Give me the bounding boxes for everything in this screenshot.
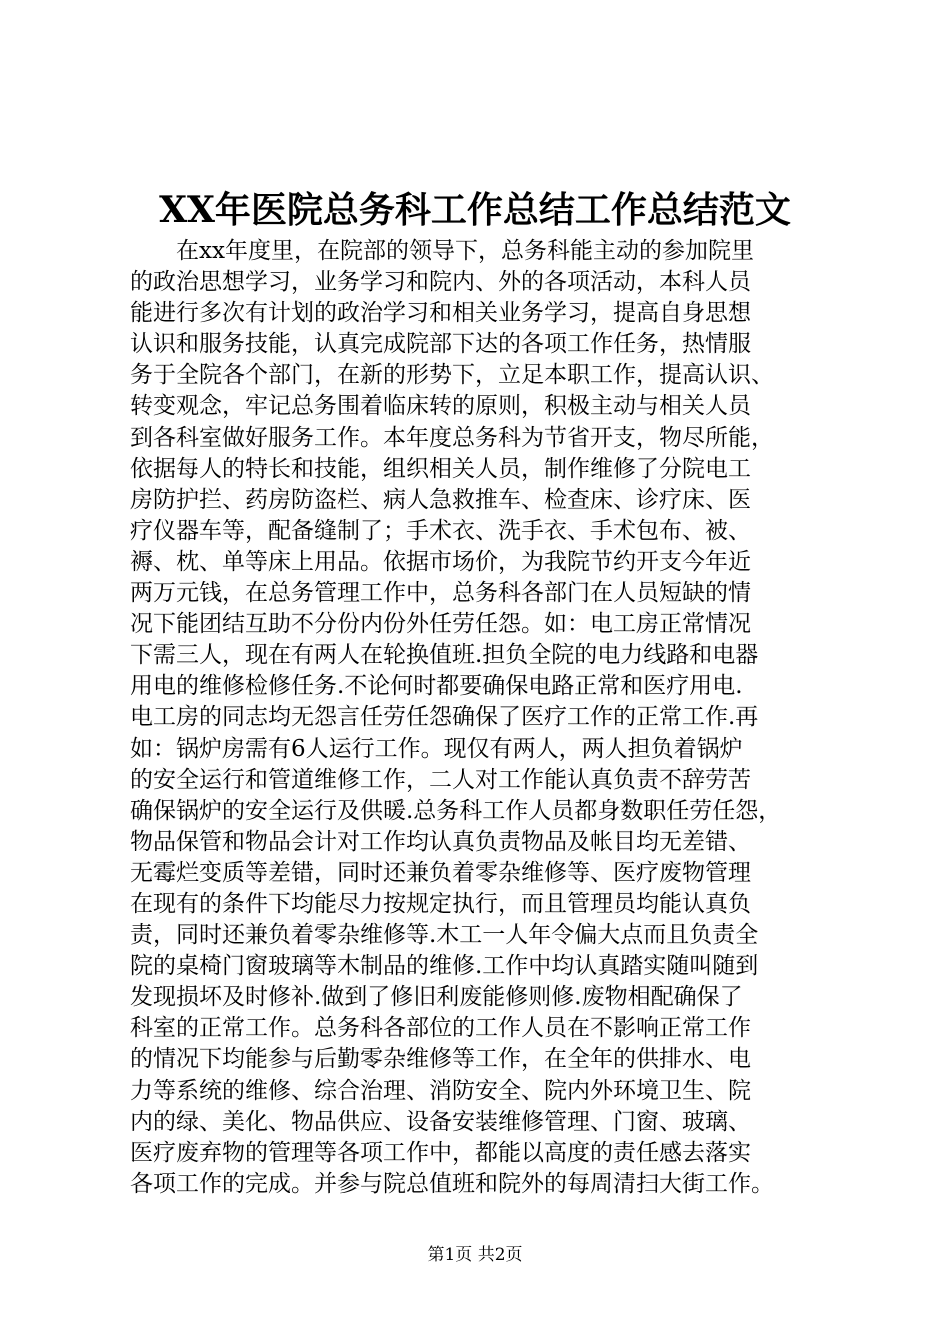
paragraph-line: 无霉烂变质等差错，同时还兼负着零杂维修等、医疗废物管理 [130, 859, 751, 886]
paragraph-line: 在现有的条件下均能尽力按规定执行，而且管理员均能认真负 [130, 890, 751, 917]
paragraph-line: 的情况下均能参与后勤零杂维修等工作，在全年的供排水、电 [130, 1046, 751, 1073]
paragraph-line: 如：锅炉房需有6人运行工作。现仅有两人，两人担负着锅炉 [130, 735, 743, 762]
paragraph-line: 褥、枕、单等床上用品。依据市场价，为我院节约开支今年近 [130, 548, 751, 575]
paragraph-line: 院的桌椅门窗玻璃等木制品的维修.工作中均认真踏实随叫随到 [130, 953, 759, 980]
paragraph-line: 况下能团结互助不分份内份外任劳任怨。如：电工房正常情况 [130, 611, 751, 638]
paragraph-line: 疗仪器车等，配备缝制了；手术衣、洗手衣、手术包布、被、 [130, 517, 751, 544]
paragraph-line: 到各科室做好服务工作。本年度总务科为节省开支，物尽所能， [130, 424, 774, 451]
paragraph-line: 能进行多次有计划的政治学习和相关业务学习，提高自身思想 [130, 300, 751, 327]
paragraph-line: 力等系统的维修、综合治理、消防安全、院内外环境卫生、院 [130, 1077, 751, 1104]
page-footer: 第1页 共2页 [427, 1245, 523, 1265]
paragraph-line: 物品保管和物品会计对工作均认真负责物品及帐目均无差错、 [130, 828, 751, 855]
paragraph-line: 转变观念，牢记总务围着临床转的原则，积极主动与相关人员 [130, 393, 751, 420]
paragraph-line: 的政治思想学习，业务学习和院内、外的各项活动，本科人员 [130, 269, 751, 296]
paragraph-line: 的安全运行和管道维修工作，二人对工作能认真负责不辞劳苦 [130, 766, 751, 793]
paragraph-line: 务于全院各个部门，在新的形势下，立足本职工作，提高认识、 [130, 362, 774, 389]
paragraph-line: 发现损坏及时修补.做到了修旧利废能修则修.废物相配确保了 [130, 984, 743, 1011]
paragraph-line: 确保锅炉的安全运行及供暖.总务科工作人员都身数职任劳任怨， [130, 797, 782, 824]
paragraph-line: 依据每人的特长和技能，组织相关人员，制作维修了分院电工 [130, 455, 751, 482]
paragraph-line: 内的绿、美化、物品供应、设备安装维修管理、门窗、玻璃、 [130, 1108, 751, 1135]
paragraph-line: 在xx年度里，在院部的领导下，总务科能主动的参加院里 [130, 238, 754, 264]
paragraph-line: 用电的维修检修任务.不论何时都要确保电路正常和医疗用电. [130, 673, 743, 700]
paragraph-line: 认识和服务技能，认真完成院部下达的各项工作任务，热情服 [130, 331, 751, 358]
paragraph-line: 房防护拦、药房防盗栏、病人急救推车、检查床、诊疗床、医 [130, 486, 751, 513]
paragraph-line: 各项工作的完成。并参与院总值班和院外的每周清扫大街工作。 [130, 1170, 774, 1197]
paragraph-line: 医疗废弃物的管理等各项工作中，都能以高度的责任感去落实 [130, 1139, 751, 1166]
paragraph-line: 下需三人，现在有两人在轮换值班.担负全院的电力线路和电器 [130, 642, 759, 669]
paragraph-line: 两万元钱，在总务管理工作中，总务科各部门在人员短缺的情 [130, 580, 751, 607]
document-title: XX年医院总务科工作总结工作总结范文 [159, 189, 791, 231]
document-body [130, 236, 830, 1200]
paragraph-line: 电工房的同志均无怨言任劳任怨确保了医疗工作的正常工作.再 [130, 704, 759, 731]
paragraph-line: 责，同时还兼负着零杂维修等.木工一人年令偏大点而且负责全 [130, 922, 759, 949]
paragraph-line: 科室的正常工作。总务科各部位的工作人员在不影响正常工作 [130, 1015, 751, 1042]
